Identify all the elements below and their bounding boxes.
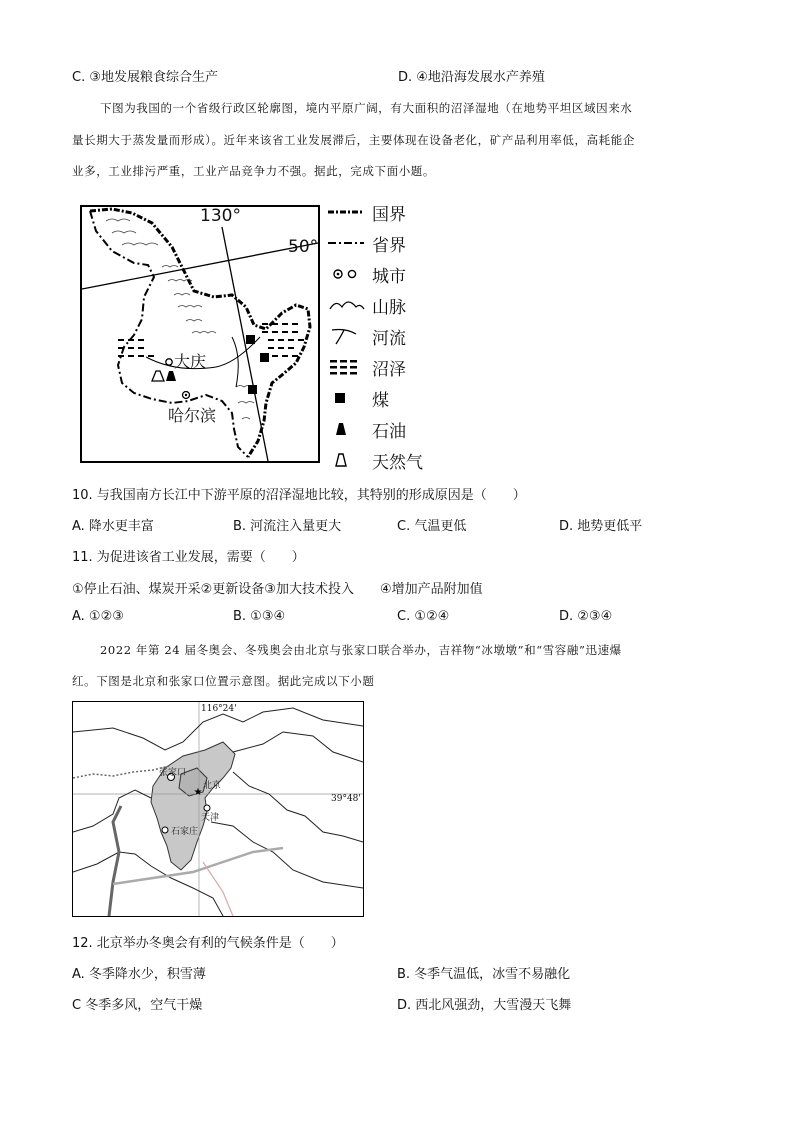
q12-stem: 12. 北京举办冬奥会有利的气候条件是（ ） xyxy=(72,936,344,951)
legend-label: 天然气 xyxy=(372,452,423,473)
q11-option-d: D. ②③④ xyxy=(559,609,613,624)
swamp-west xyxy=(118,339,154,357)
q12-option-c: C 冬季多风，空气干燥 xyxy=(72,998,203,1013)
coal-icon xyxy=(326,386,366,410)
latitude-label: 50° xyxy=(288,237,319,257)
city-daqing-icon xyxy=(166,359,172,365)
q9-option-d: D. ④地沿海发展水产养殖 xyxy=(398,70,545,85)
q10-option-c: C. 气温更低 xyxy=(397,519,467,534)
legend-swamp xyxy=(326,355,406,379)
intro1-line3: 业多，工业排污严重，工业产品竞争力不强。据此，完成下面小题。 xyxy=(72,164,435,178)
mountain-icon xyxy=(326,293,366,317)
longitude-line xyxy=(222,227,268,461)
legend-river xyxy=(326,324,406,348)
legend-national-border xyxy=(326,200,406,224)
city-daqing-label: 大庆 xyxy=(174,352,207,371)
city-zhangjiakou-label: 张家口 xyxy=(159,768,187,778)
q10-option-b: B. 河流注入量更大 xyxy=(233,519,342,534)
q11-option-c: C. ①②④ xyxy=(397,609,450,624)
legend-coal xyxy=(326,386,389,410)
beijing-map-svg xyxy=(73,702,363,916)
coal-marker-1 xyxy=(246,335,255,344)
intro2-line2: 红。下图是北京和张家口位置示意图。据此完成以下小题 xyxy=(72,674,375,688)
legend-label: 石油 xyxy=(372,421,406,442)
city-shijiazhuang-icon xyxy=(162,827,168,833)
intro1-line2: 量长期大于蒸发量而形成）。近年来该省工业发展滞后，主要体现在设备老化，矿产品利用率低，高耗能企 xyxy=(72,133,635,147)
city-beijing-label: 北京 xyxy=(203,781,222,791)
lat-label: 39°48' xyxy=(331,794,361,804)
beijing-star-icon: ★ xyxy=(193,787,203,798)
river-yellow xyxy=(113,848,283,884)
coal-marker-2 xyxy=(260,353,269,362)
city-harbin-label: 哈尔滨 xyxy=(168,406,217,425)
q12-option-d: D. 西北风强劲，大雪漫天飞舞 xyxy=(397,998,572,1013)
q11-option-b: B. ①③④ xyxy=(233,609,286,624)
q11-items: ①停止石油、煤炭开采②更新设备③加大技术投入 ④增加产品附加值 xyxy=(72,582,483,597)
oil-marker xyxy=(166,371,176,381)
q12-option-a: A. 冬季降水少，积雪薄 xyxy=(72,967,206,982)
province-border-icon xyxy=(326,231,366,255)
city-icon xyxy=(326,262,366,286)
legend-label: 沼泽 xyxy=(372,359,406,380)
legend-label: 山脉 xyxy=(372,297,406,318)
mountain-ranges xyxy=(106,219,254,419)
q11-stem: 11. 为促进该省工业发展，需要（ ） xyxy=(72,550,305,565)
q10-option-d: D. 地势更低平 xyxy=(559,519,643,534)
longitude-label: 130° xyxy=(200,206,241,226)
city-shijiazhuang-label: 石家庄 xyxy=(171,827,199,837)
lon-label: 116°24' xyxy=(201,704,237,714)
legend-province-border xyxy=(326,231,406,255)
river-icon xyxy=(326,324,366,348)
legend-label: 省界 xyxy=(372,235,406,256)
legend-label: 国界 xyxy=(372,204,406,225)
q9-option-c: C. ③地发展粮食综合生产 xyxy=(72,70,218,85)
province-map xyxy=(80,205,320,463)
hebei-region xyxy=(151,742,235,870)
q10-option-a: A. 降水更丰富 xyxy=(72,519,154,534)
great-wall xyxy=(73,766,169,778)
legend-gas xyxy=(326,448,423,472)
beijing-map xyxy=(72,701,364,917)
coal-marker-3 xyxy=(248,385,257,394)
q11-option-a: A. ①②③ xyxy=(72,609,124,624)
national-border-icon xyxy=(326,200,366,224)
intro2-line1: 2022 年第 24 届冬奥会、冬残奥会由北京与张家口联合举办，吉祥物“冰墩墩”和“雪容融”迅速爆 xyxy=(100,643,622,657)
q12-option-b: B. 冬季气温低，冰雪不易融化 xyxy=(397,967,571,982)
swamp-icon xyxy=(326,355,366,379)
river-main xyxy=(109,806,121,916)
legend-mountain xyxy=(326,293,406,317)
gas-icon xyxy=(326,448,366,472)
city-tianjin-label: 天津 xyxy=(201,813,220,823)
q10-stem: 10. 与我国南方长江中下游平原的沼泽湿地比较，其特别的形成原因是（ ） xyxy=(72,488,526,503)
latitude-line xyxy=(82,243,318,289)
oil-icon xyxy=(326,417,366,441)
legend-label: 河流 xyxy=(372,328,406,349)
legend-oil xyxy=(326,417,406,441)
legend-label: 煤 xyxy=(372,390,389,411)
legend-city xyxy=(326,262,406,286)
gas-marker xyxy=(152,371,164,381)
intro1-line1: 下图为我国的一个省级行政区轮廓图，境内平原广阔，有大面积的沼泽湿地（在地势平坦区域因来水 xyxy=(100,101,633,115)
legend-label: 城市 xyxy=(372,266,406,287)
